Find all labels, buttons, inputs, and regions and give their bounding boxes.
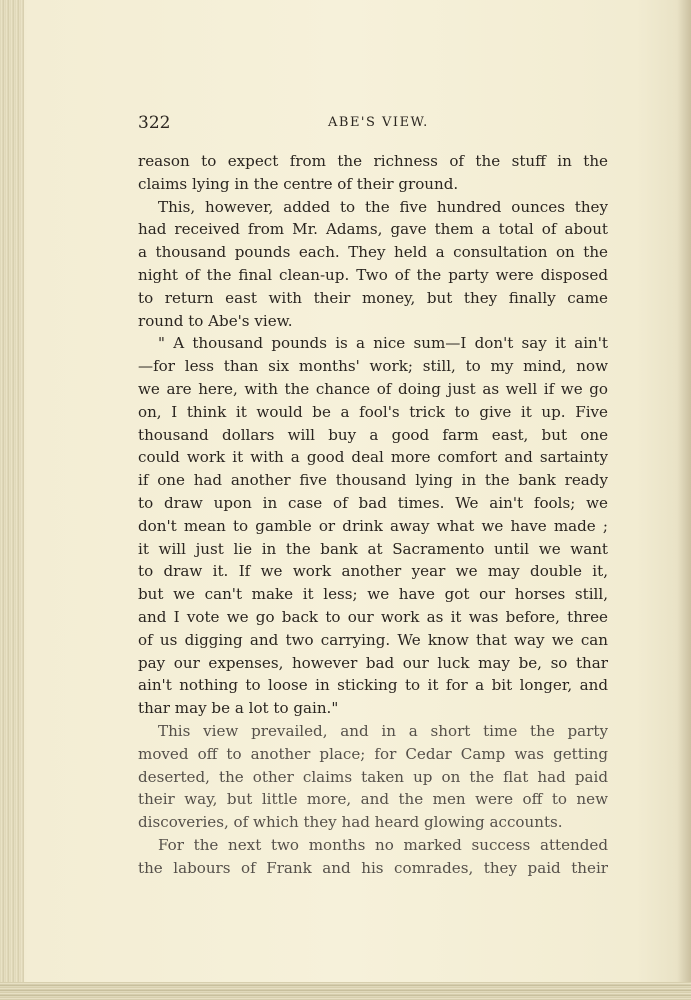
text-line: thousand dollars will buy a good farm east, but one [138,425,608,444]
text-line: For the next two months no marked success attended [158,835,608,854]
running-title: ABE'S VIEW. [328,115,429,130]
text-line: could work it with a good deal more comfort and sartainty [138,448,608,467]
text-line: thar may be a lot to gain." [138,699,339,718]
page-edge-shadow [677,0,691,1000]
text-line: it will just lie in the bank at Sacramento until we want [138,539,608,558]
text-line: night of the final clean-up. Two of the party were disposed [138,265,608,284]
page-number: 322 [138,113,171,133]
text-line: don't mean to gamble or drink away what we have made ; [138,516,608,535]
text-line: if one had another five thousand lying in the bank ready [138,471,608,490]
text-line: reason to expect from the richness of the stuff in the [138,152,608,170]
text-line: This view prevailed, and in a short time the party [158,721,608,740]
text-line: round to Abe's view. [138,311,293,330]
text-line: a thousand pounds each. They held a consultation on the [138,243,608,262]
text-line: and I vote we go back to our work as it was before, three [138,607,608,626]
text-line: on, I think it would be a fool's trick to give it up. Five [138,402,608,421]
text-line: we are here, with the chance of doing just as well if we go [138,379,608,398]
text-line: This, however, added to the five hundred ounces they [158,197,608,216]
text-line: of us digging and two carrying. We know that way we can [138,630,608,649]
text-line: ain't nothing to loose in sticking to it for a bit longer, and [138,676,608,695]
text-line: moved off to another place; for Cedar Camp was getting [138,744,608,763]
text-line: claims lying in the centre of their ground. [138,174,459,193]
text-line: pay our expenses, however bad our luck may be, so thar [138,653,608,672]
text-line: discoveries, of which they had heard glowing accounts. [138,813,563,832]
text-line: had received from Mr. Adams, gave them a total of about [138,220,608,239]
page-gutter [0,0,24,1000]
text-line: " A thousand pounds is a nice sum—I don't say it ain't [158,334,608,353]
text-line: deserted, the other claims taken up on the flat had paid [138,767,608,786]
text-line: —for less than six months' work; still, to my mind, now [138,357,608,376]
page-bottom-edge [0,982,691,1000]
text-line: to draw it. If we work another year we may double it, [138,562,608,581]
text-line: but we can't make it less; we have got our horses still, [138,585,608,604]
page-header [138,113,608,137]
text-line: to return east with their money, but they finally came [138,288,608,307]
body-text [138,150,608,880]
text-line: the labours of Frank and his comrades, they paid their [138,858,608,877]
text-line: their way, but little more, and the men were off to new [138,790,608,809]
text-line: to draw upon in case of bad times. We ain't fools; we [138,493,608,512]
